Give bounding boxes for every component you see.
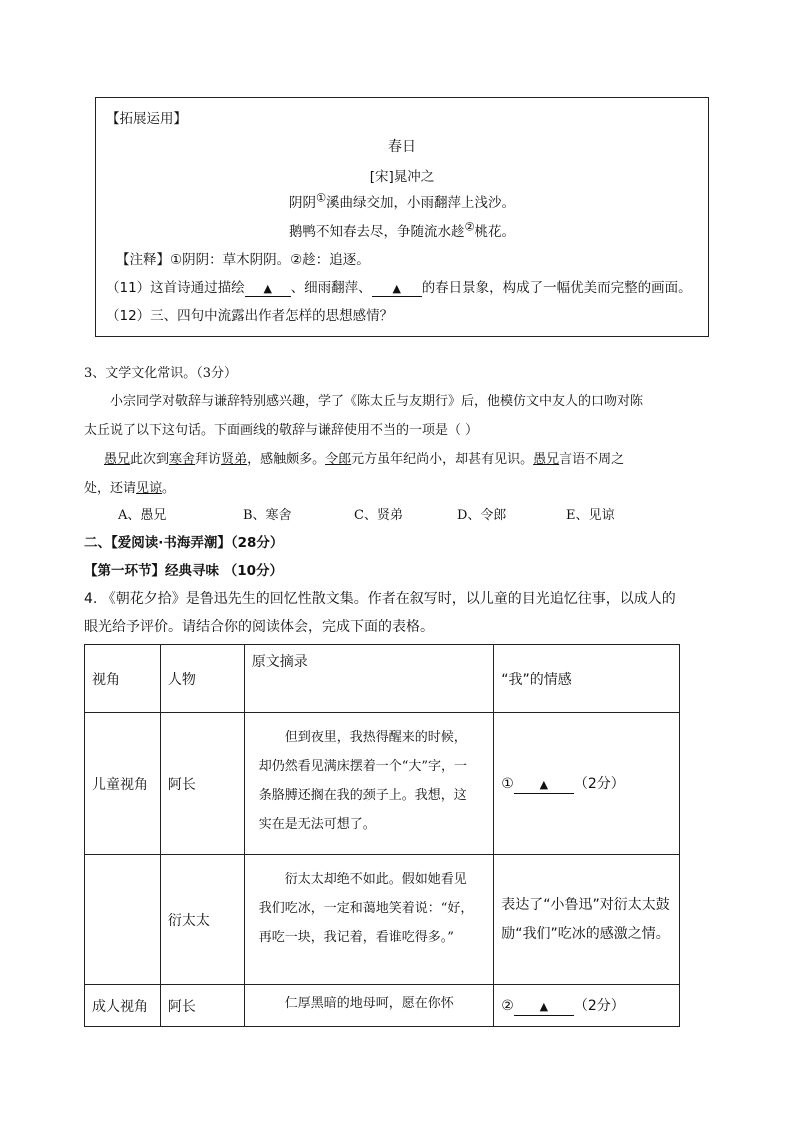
poem-note: 【注释】①阴阴：草木阴阴。②趁：追逐。	[116, 252, 370, 268]
cell-view: 成人视角	[85, 985, 161, 1027]
cell-emotion: 表达了“小鲁迅”对衍太太鼓励“我们”吃冰的感激之情。	[494, 855, 680, 985]
cell-emotion[interactable]	[494, 713, 680, 855]
table-header-row	[85, 645, 680, 713]
q11-text-c: 的春日景象，构成了一幅优美而完整的画面。	[421, 280, 692, 296]
cell-view	[85, 855, 161, 985]
section-3-para-1: 小宗同学对敬辞与谦辞特别感兴趣，学了《陈太丘与友期行》后，他模仿文中友人的口吻对陈	[110, 394, 644, 409]
blank-triangle-icon: ▲	[263, 282, 272, 295]
option-a[interactable]: A、愚兄	[118, 508, 167, 523]
header-quote: 原文摘录	[244, 645, 494, 713]
section-3-para-2: 太丘说了以下这句话。下面画线的敬辞与谦辞使用不当的一项是（ ）	[84, 423, 479, 438]
question-4-line-2: 眼光给予评价。请结合你的阅读体会，完成下面的表格。	[84, 619, 434, 635]
note-mark-1: ①	[315, 191, 327, 205]
cell-person: 阿长	[160, 985, 244, 1027]
question-12: （12）三、四句中流露出作者怎样的思想感情？	[106, 308, 394, 324]
table-row	[85, 713, 680, 855]
header-view: 视角	[85, 645, 161, 713]
section-3-title: 3、文学文化常识。（3分）	[84, 366, 238, 381]
option-d[interactable]: D、令郎	[457, 508, 507, 523]
poem-title: 春日	[388, 139, 416, 155]
emotion-score: （2分）	[573, 998, 625, 1015]
sentence-text-5: 言语不周之	[559, 452, 625, 467]
part-2-heading: 二、【爱阅读·书海弄潮】（28分）	[84, 535, 284, 551]
sentence-text-4: 元方虽年纪尚小，却甚有见识。	[351, 452, 534, 467]
cell-view: 儿童视角	[85, 713, 161, 855]
blank-triangle-icon: ▲	[539, 1000, 549, 1014]
q11-blank-1[interactable]	[245, 281, 291, 297]
cell-person: 衍太太	[160, 855, 244, 985]
cell-emotion[interactable]	[494, 985, 680, 1027]
emotion-number: ①	[501, 776, 514, 793]
cell-person: 阿长	[160, 713, 244, 855]
underlined-word-3: 贤弟	[221, 452, 248, 467]
sentence-line-2	[84, 477, 175, 496]
note-mark-2: ②	[464, 220, 475, 234]
option-e[interactable]: E、见谅	[566, 508, 615, 523]
emotion-number: ②	[501, 998, 514, 1015]
poem-author: [宋]晁冲之	[369, 169, 435, 185]
poem-line-1	[96, 191, 708, 211]
box-heading: 【拓展运用】	[106, 111, 187, 127]
line1-text-a: 阴阴	[288, 195, 316, 211]
reading-table	[84, 644, 680, 1027]
underlined-word-1: 愚兄	[104, 452, 131, 467]
underlined-word-6: 见谅	[136, 481, 163, 496]
option-c[interactable]: C、贤弟	[354, 508, 403, 523]
sentence-text-7: 。	[162, 481, 176, 496]
underlined-word-5: 愚兄	[533, 452, 560, 467]
question-11	[106, 276, 692, 297]
cell-quote: 但到夜里，我热得醒来的时候，却仍然看见满床摆着一个“大”字，一条胳膊还搁在我的颈子上。我想，这实在是无法可想了。	[244, 713, 494, 855]
part-2-subheading: 【第一环节】经典寻味 （10分）	[84, 563, 283, 579]
sentence-text-2: 拜访	[195, 452, 222, 467]
q11-text-b: 、细雨翻萍、	[290, 280, 372, 296]
underlined-word-2: 寒舍	[169, 452, 196, 467]
sentence-text-3: ，感触颇多。	[247, 452, 326, 467]
poem-line-2	[96, 220, 708, 240]
line2-text-a: 鹅鸭不知春去尽，争随流水趁	[288, 224, 465, 240]
cell-quote: 仁厚黑暗的地母呵，愿在你怀	[244, 985, 494, 1027]
line1-text-b: 溪曲绿交加，小雨翻萍上浅沙。	[326, 195, 516, 211]
cell-quote: 衍太太却绝不如此。假如她看见我们吃冰，一定和蔼地笑着说：“好，再吃一块，我记着，看谁吃得多。”	[244, 855, 494, 985]
underlined-word-4: 令郎	[325, 452, 352, 467]
blank-triangle-icon: ▲	[539, 778, 549, 792]
blank-triangle-icon: ▲	[392, 282, 401, 295]
line2-text-b: 桃花。	[474, 224, 516, 240]
question-4-line-1: 4. 《朝花夕拾》是鲁迅先生的回忆性散文集。作者在叙写时，以儿童的目光追忆往事，以成人的	[84, 591, 676, 607]
sentence-text-6: 处，还请	[84, 481, 137, 496]
q11-text-a: （11）这首诗通过描绘	[106, 280, 245, 296]
extension-box	[95, 97, 709, 337]
sentence-line-1	[104, 448, 624, 467]
emotion-score: （2分）	[573, 776, 625, 793]
header-person: 人物	[160, 645, 244, 713]
table-row	[85, 855, 680, 985]
table-row	[85, 985, 680, 1027]
q11-blank-2[interactable]	[372, 281, 422, 297]
header-emotion: “我”的情感	[494, 645, 680, 713]
sentence-text-1: 此次到	[130, 452, 170, 467]
option-b[interactable]: B、寒舍	[243, 508, 292, 523]
